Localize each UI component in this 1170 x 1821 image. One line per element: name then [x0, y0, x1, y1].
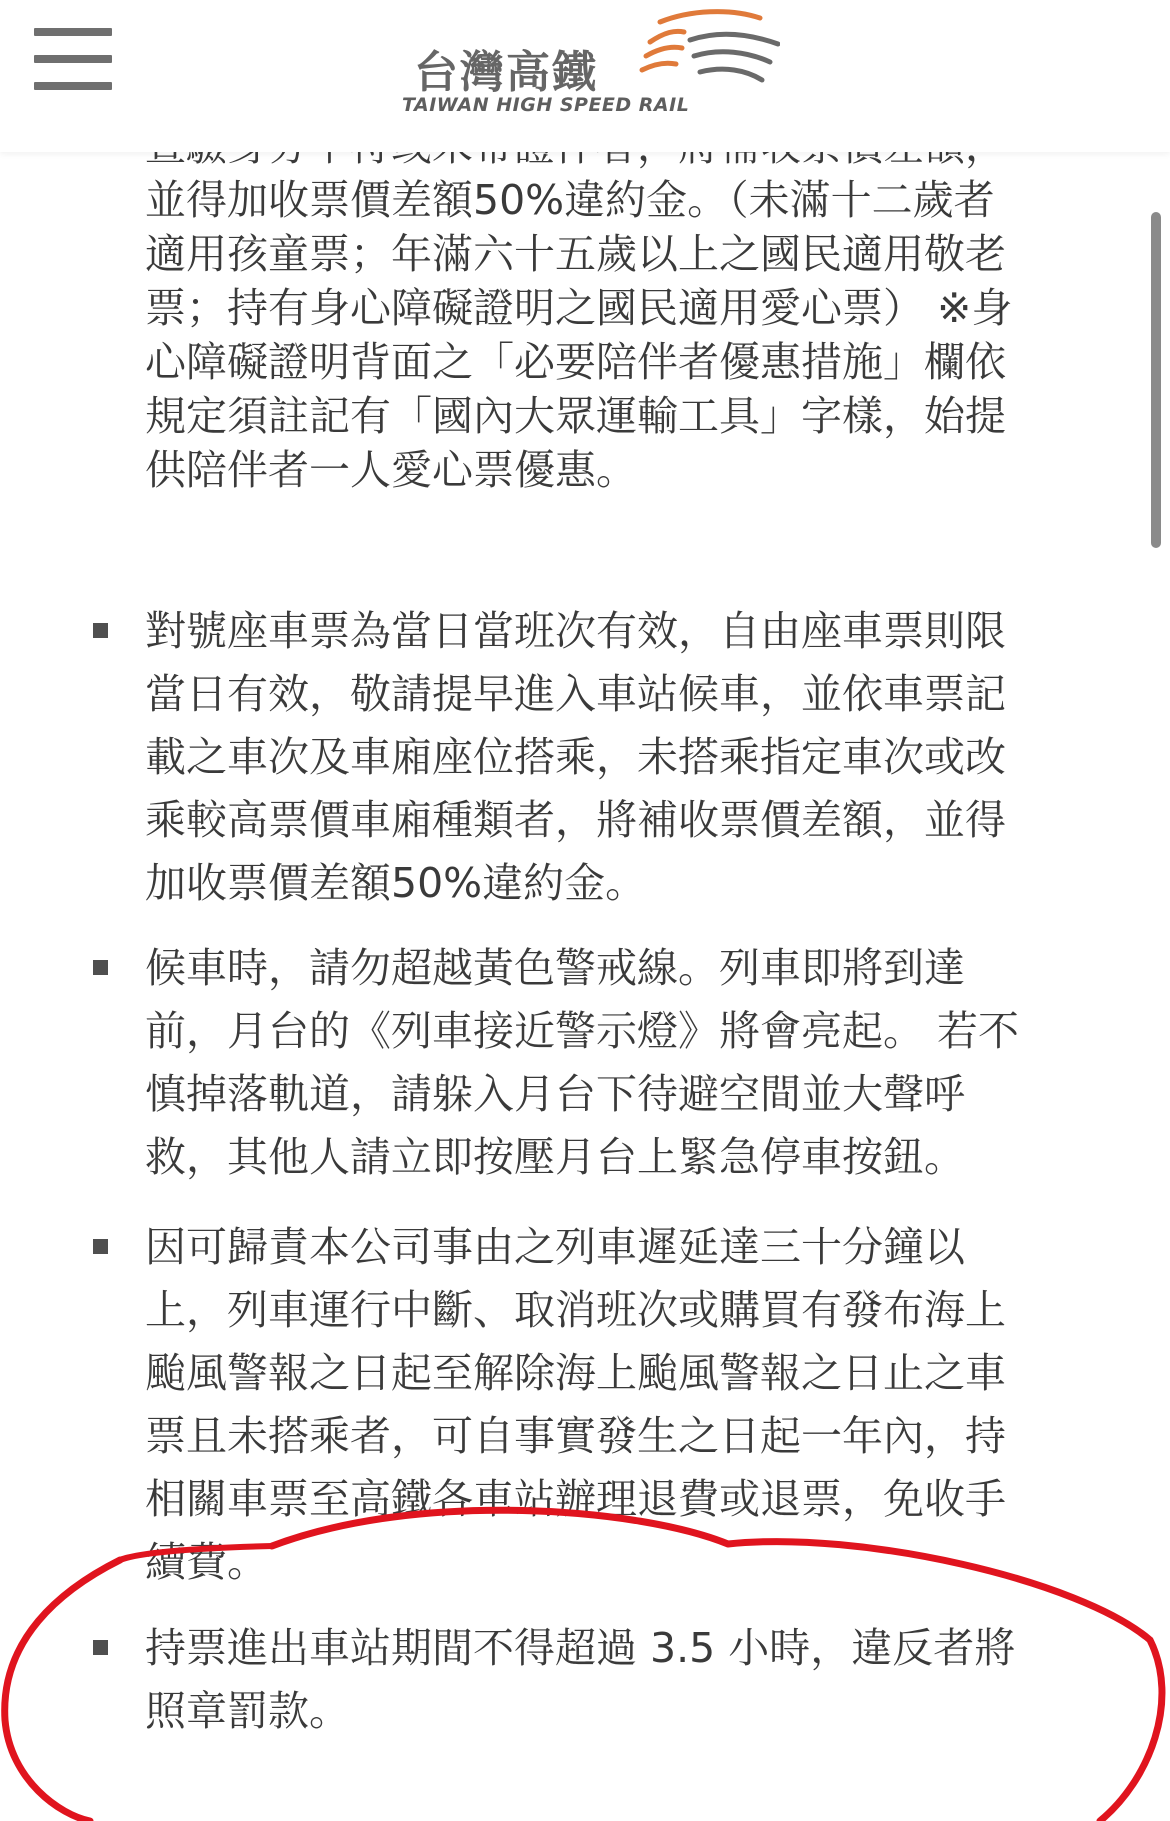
text-line: 持票進出車站期間不得超過 3.5 小時，違反者將: [145, 1624, 1016, 1672]
thsr-logo[interactable]: [400, 8, 780, 120]
text-line: 規定須註記有「國內大眾運輸工具」字樣，始提: [145, 392, 1006, 440]
thsr-swoosh-icon: [620, 8, 780, 100]
text-line: 加收票價差額50%違約金。: [145, 859, 647, 907]
text-line: 票；持有身心障礙證明之國民適用愛心票） ※身: [145, 284, 1013, 332]
text-line: 颱風警報之日起至解除海上颱風警報之日止之車: [145, 1349, 1006, 1397]
text-line: 當日有效，敬請提早進入車站候車，並依車票記: [145, 670, 1006, 718]
text-line: 供陪伴者一人愛心票優惠。: [145, 446, 637, 494]
square-bullet-icon: [93, 960, 108, 975]
text-line: 載之車次及車廂座位搭乘，未搭乘指定車次或改: [145, 733, 1006, 781]
text-line: 相關車票至高鐵各車站辦理退費或退票，免收手: [145, 1475, 1006, 1523]
text-line: 上，列車運行中斷、取消班次或購買有發布海上: [145, 1286, 1006, 1334]
scrollbar[interactable]: [1151, 212, 1161, 548]
text-line: 並得加收票價差額50%違約金。（未滿十二歲者: [145, 176, 995, 224]
text-line: 慎掉落軌道，請躲入月台下待避空間並大聲呼: [145, 1070, 965, 1118]
text-line: 續費。: [145, 1538, 268, 1586]
logo-chinese-name: 台灣高鐵: [414, 47, 598, 98]
text-line: 乘較高票價車廂種類者，將補收票價差額，並得: [145, 796, 1006, 844]
text-line: 前，月台的《列車接近警示燈》將會亮起。 若不: [145, 1007, 1020, 1055]
text-line: 救，其他人請立即按壓月台上緊急停車按鈕。: [145, 1133, 965, 1181]
text-line: 票且未搭乘者，可自事實發生之日起一年內，持: [145, 1412, 1006, 1460]
text-line: 照章罰款。: [145, 1687, 350, 1735]
text-line: 因可歸責本公司事由之列車遲延達三十分鐘以: [145, 1223, 965, 1271]
square-bullet-icon: [93, 1640, 108, 1655]
site-header: [0, 0, 1170, 152]
square-bullet-icon: [93, 1239, 108, 1254]
text-line: 對號座車票為當日當班次有效，自由座車票則限: [145, 607, 1006, 655]
text-line: 候車時，請勿超越黃色警戒線。列車即將到達: [145, 944, 965, 992]
text-line: 適用孩童票；年滿六十五歲以上之國民適用敬老: [145, 230, 1006, 278]
text-line: 心障礙證明背面之「必要陪伴者優惠措施」欄依: [145, 338, 1006, 386]
hamburger-menu-icon[interactable]: [34, 28, 112, 90]
square-bullet-icon: [93, 623, 108, 638]
logo-english-name: TAIWAN HIGH SPEED RAIL: [402, 94, 690, 116]
